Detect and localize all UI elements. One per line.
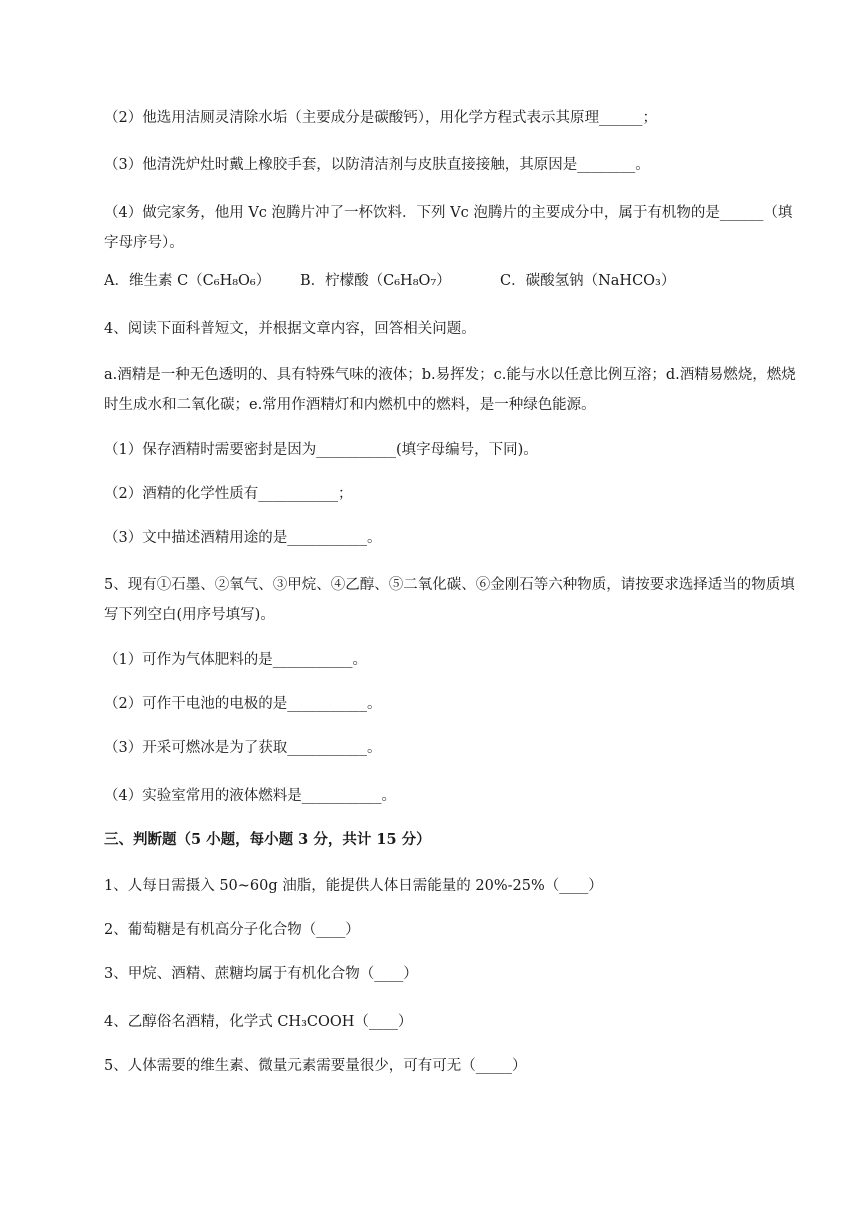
question-4-passage: a.酒精是一种无色透明的、具有特殊气味的液体；b.易挥发；c.能与水以任意比例互溶；d.酒精易燃烧，燃烧时生成水和二氧化碳；e.常用作酒精灯和内燃机中的燃料，是一种绿色能源。 bbox=[104, 367, 796, 413]
judgement-item-5: 5、人体需要的维生素、微量元素需要量很少，可有可无（_____） bbox=[104, 1058, 527, 1074]
option-a: A．维生素 C（C₆H₈O₆） bbox=[104, 273, 271, 289]
question-5-part-2: （2）可作干电池的电极的是___________。 bbox=[104, 696, 382, 712]
question-4-stem: 4、阅读下面科普短文，并根据文章内容，回答相关问题。 bbox=[104, 321, 476, 337]
judgement-item-4: 4、乙醇俗名酒精，化学式 CH₃COOH（____） bbox=[104, 1014, 413, 1030]
question-3-part-3: （3）他清洗炉灶时戴上橡胶手套，以防清洁剂与皮肤直接接触，其原因是________。 bbox=[104, 157, 650, 173]
question-5-stem: 5、现有①石墨、②氧气、③甲烷、④乙醇、⑤二氧化碳、⑥金刚石等六种物质，请按要求选择适当的物质填写下列空白(用序号填写)。 bbox=[104, 577, 795, 623]
question-4-part-3: （3）文中描述酒精用途的是___________。 bbox=[104, 530, 382, 546]
section-3-heading: 三、判断题（5 小题，每小题 3 分，共计 15 分） bbox=[104, 831, 431, 848]
question-5-part-3: （3）开采可燃冰是为了获取___________。 bbox=[104, 740, 382, 756]
question-5-part-4: （4）实验室常用的液体燃料是___________。 bbox=[104, 788, 396, 804]
question-3-options bbox=[104, 271, 804, 291]
question-4-part-1: （1）保存酒精时需要密封是因为___________(填字母编号，下同)。 bbox=[104, 442, 538, 458]
option-c: C．碳酸氢钠（NaHCO₃） bbox=[500, 273, 676, 289]
question-3-part-4: （4）做完家务，他用 Vc 泡腾片冲了一杯饮料．下列 Vc 泡腾片的主要成分中，属于有机物的是______（填字母序号）。 bbox=[104, 205, 793, 251]
question-3-part-2: （2）他选用洁厕灵清除水垢（主要成分是碳酸钙），用化学方程式表示其原理______； bbox=[104, 110, 657, 126]
judgement-item-3: 3、甲烷、酒精、蔗糖均属于有机化合物（____） bbox=[104, 966, 418, 982]
question-5-part-1: （1）可作为气体肥料的是___________。 bbox=[104, 652, 367, 668]
option-b: B．柠檬酸（C₆H₈O₇） bbox=[300, 273, 451, 289]
question-4-part-2: （2）酒精的化学性质有___________； bbox=[104, 486, 353, 502]
judgement-item-1: 1、人每日需摄入 50~60g 油脂，能提供人体日需能量的 20%-25%（____） bbox=[104, 878, 603, 894]
judgement-item-2: 2、葡萄糖是有机高分子化合物（____） bbox=[104, 922, 360, 938]
